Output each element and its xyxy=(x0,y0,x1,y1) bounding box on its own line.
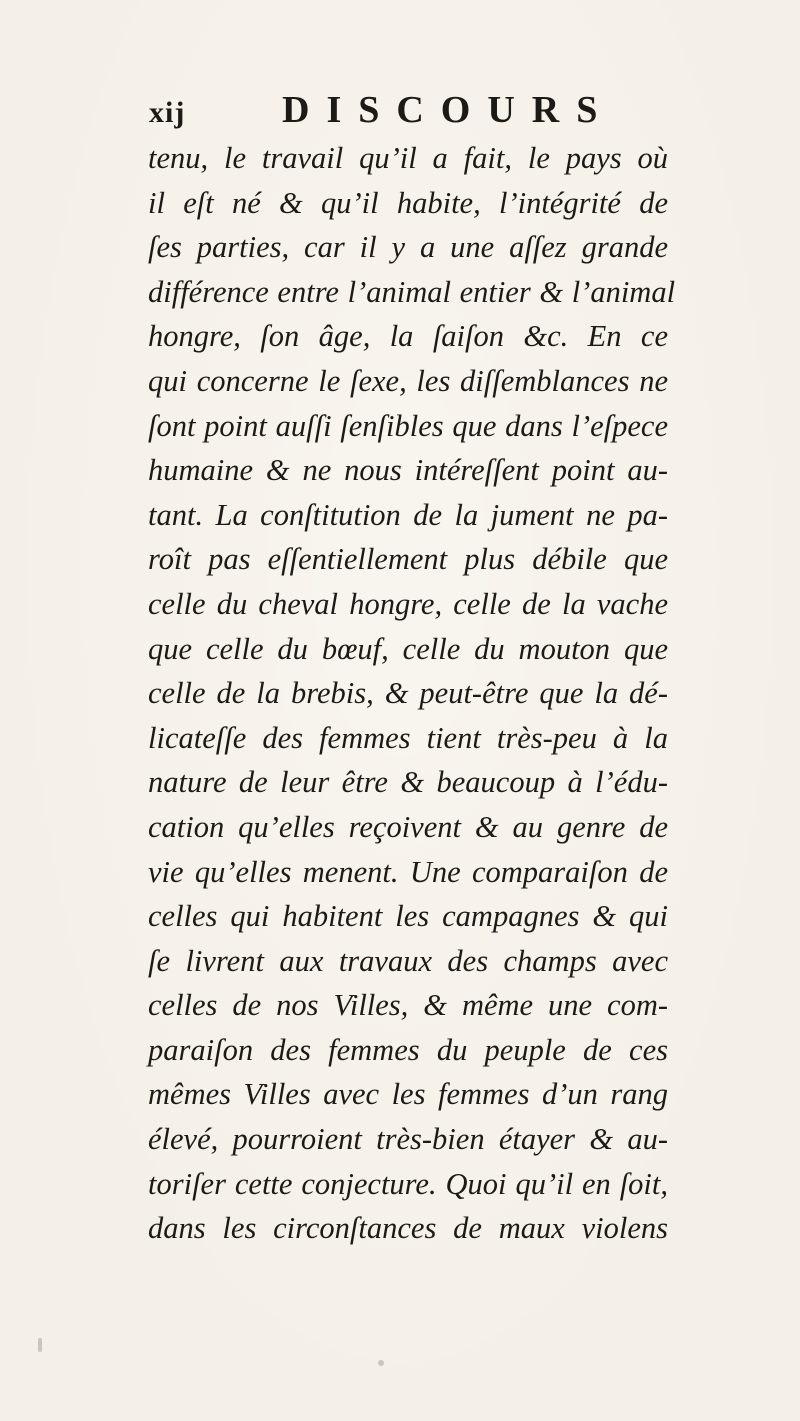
text-line: celles qui habitent les campagnes & qui xyxy=(148,899,668,934)
text-line: dans les circonſtances de maux violens xyxy=(148,1211,668,1246)
text-line: toriſer cette conjecture. Quoi qu’il en ſoit, xyxy=(148,1166,668,1201)
text-line: il eſt né & qu’il habite, l’intégrité de xyxy=(148,185,668,220)
text-line: tant. La conſtitution de la jument ne pa- xyxy=(148,497,668,532)
running-head: DISCOURS xyxy=(282,89,615,131)
text-line: celles de nos Villes, & même une com- xyxy=(148,988,668,1023)
text-line: élevé, pourroient très-bien étayer & au- xyxy=(148,1122,668,1157)
text-line: humaine & ne nous intéreſſent point au- xyxy=(148,453,668,488)
text-line: hongre, ſon âge, la ſaiſon &c. En ce xyxy=(148,319,668,354)
text-line: ſes parties, car il y a une aſſez grande xyxy=(148,230,668,265)
text-line: ſont point auſſi ſenſibles que dans l’eſpece xyxy=(148,408,668,443)
text-line: paraiſon des femmes du peuple de ces xyxy=(148,1032,668,1067)
text-line: nature de leur être & beaucoup à l’édu- xyxy=(148,765,668,800)
text-line: mêmes Villes avec les femmes d’un rang xyxy=(148,1077,668,1112)
text-line: licateſſe des femmes tient très-peu à la xyxy=(148,720,668,755)
text-line: que celle du bœuf, celle du mouton que xyxy=(148,631,668,666)
text-line: ſe livrent aux travaux des champs avec xyxy=(148,943,668,978)
paper-speck xyxy=(38,1338,42,1352)
text-line: celle de la brebis, & peut-être que la dé- xyxy=(148,676,668,711)
text-line: cation qu’elles reçoivent & au genre de xyxy=(148,809,668,844)
text-line: celle du cheval hongre, celle de la vache xyxy=(148,586,668,621)
text-line: roît pas eſſentiellement plus débile que xyxy=(148,542,668,577)
page-number: xij xyxy=(149,96,186,129)
paper-speck xyxy=(378,1360,384,1366)
text-line: différence entre l’animal entier & l’animal xyxy=(148,274,676,309)
text-line: vie qu’elles menent. Une comparaiſon de xyxy=(148,854,668,889)
page-header xyxy=(149,88,659,138)
text-line: tenu, le travail qu’il a fait, le pays où xyxy=(148,141,668,175)
body-text xyxy=(148,136,676,1251)
text-line: qui concerne le ſexe, les diſſemblances ne xyxy=(148,363,668,398)
